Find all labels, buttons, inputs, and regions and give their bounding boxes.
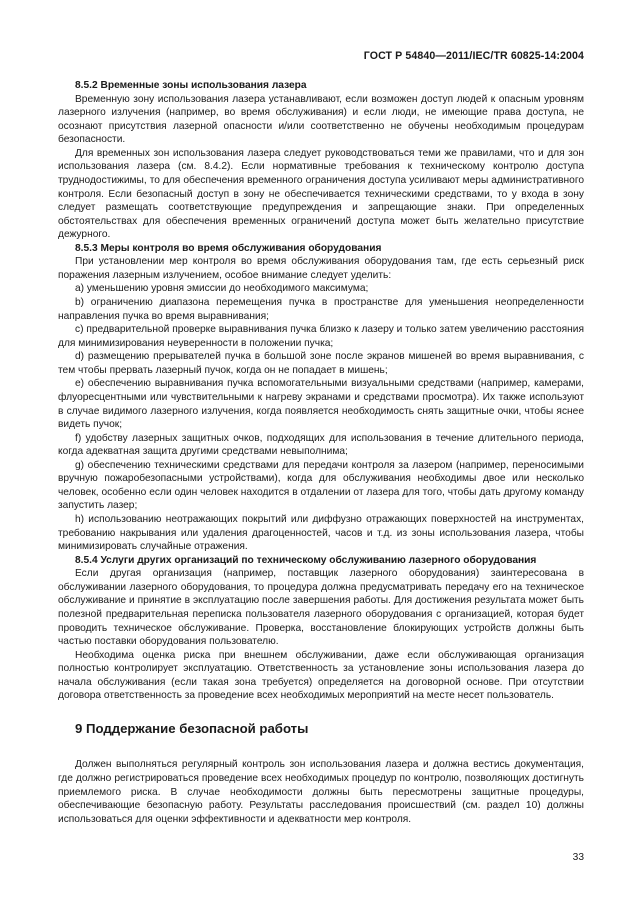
list-item-a: a) уменьшению уровня эмиссии до необходимого максимума; xyxy=(75,283,369,295)
list-item-e: e) обеспечению выравнивания пучка вспомогательными визуальными средствами (например, камерами, флуоресцентными или чувствительными к нагреву экранами и средствами просмотра). Их также используют в случае видимого лазерного излучения, когда появляется необходимость снять защитные очки, чтобы яснее видеть пучок; xyxy=(58,378,584,431)
page-number: 33 xyxy=(572,852,584,864)
standard-code: ГОСТ Р 54840—2011/IEC/TR 60825-14:2004 xyxy=(363,50,584,62)
list-item-g: g) обеспечению техническими средствами для передачи контроля за лазером (например, переносимыми вручную пожаробезопасными устройствами), когда для обслуживания необходимы двое или несколько человек, особенно если один человек находится в отдалении от лазера для того, чтобы дать другому команду запустить лазер; xyxy=(58,459,584,512)
list-item-c: c) предварительной проверке выравнивания пучка близко к лазеру и только затем увеличению расстояния для минимизирования неуверенности в положении пучка; xyxy=(58,324,584,349)
section-8-5-2-paragraph-1: Временную зону использования лазера устанавливают, если возможен доступ людей к опасным уровням лазерного излучения (например, во время обслуживания) и если люди, не имеющие права доступа, не осознают присутствия лазерной опасности и/или соответственно не обучены необходимым процедурам безопасности. xyxy=(58,93,584,146)
page-body xyxy=(58,79,584,826)
section-8-5-4-paragraph-1: Если другая организация (например, поставщик лазерного оборудования) заинтересована в обслуживании лазерного оборудования, то процедура должна предусматривать передачу его на техническое обслуживание и принятие в эксплуатацию после завершения работы. Для достижения результата может быть полезной предварительная переписка пользователя лазерного оборудования с организацией, которая будет проводить техническое обслуживание. Проверка, восстановление блокирующих устройств должны быть частью поставки оборудования пользователю. xyxy=(58,568,584,648)
section-8-5-3-heading: 8.5.3 Меры контроля во время обслуживания оборудования xyxy=(75,242,382,254)
list-item-b: b) ограничению диапазона перемещения пучка в пространстве для уменьшения неопределенности направления пучка во время выравнивания; xyxy=(58,297,584,322)
section-8-5-4-heading: 8.5.4 Услуги других организаций по техническому обслуживанию лазерного оборудования xyxy=(75,554,537,566)
list-item-f: f) удобству лазерных защитных очков, подходящих для использования в течение длительного периода, когда адекватная защита другими средствами невыполнима; xyxy=(58,432,584,458)
section-9-paragraph: Должен выполняться регулярный контроль зон использования лазера и должна вестись документация, где должно регистрироваться проведение всех необходимых процедур по контролю, позволяющих достигнуть приемлемого риска. В случае необходимости должны быть пересмотрены защитные процедуры, обеспечивающие безопасную работу. Результаты расследования происшествий (см. раздел 10) должны использоваться для оценки эффективности и адекватности мер контроля. xyxy=(58,759,584,825)
section-8-5-3-intro: При установлении мер контроля во время обслуживания оборудования там, где есть серьезный риск поражения лазерным излучением, особое внимание следует уделить: xyxy=(58,256,584,281)
section-8-5-2-paragraph-2: Для временных зон использования лазера следует руководствоваться теми же правилами, что и для зон использования лазера (см. 8.4.2). Если нормативные требования к техническому контролю доступа труднодостижимы, то для обеспечения временного ограничения доступа усиливают меры административного контроля. Если безопасный доступ в зону не обеспечивается техническими средствами, то у входа в зону следует размещать соответствующие предупреждения и запрещающие знаки. При определенных обстоятельствах для обеспечения временных ограничений доступа может быть желательно присутствие дежурного. xyxy=(58,147,584,241)
section-9-heading: 9 Поддержание безопасной работы xyxy=(75,720,309,736)
list-item-h: h) использованию неотражающих покрытий или диффузно отражающих поверхностей на инструментах, требованию накрывания или удаления драгоценностей, часов и т.д. из зоны использования лазера, чтобы минимизировать случайные отражения. xyxy=(58,514,584,553)
section-8-5-4-paragraph-2: Необходима оценка риска при внешнем обслуживании, даже если обслуживающая организация полностью контролирует эксплуатацию. Ответственность за установление зоны использования лазера до начала обслуживания (если такая зона требуется) определяется на договорной основе. При отсутствии договора ответственность за проведение всех необходимых мероприятий на месте несет пользователь. xyxy=(58,649,584,702)
section-8-5-2-heading: 8.5.2 Временные зоны использования лазера xyxy=(75,80,307,91)
list-item-d: d) размещению прерывателей пучка в большой зоне после экранов мишеней во время выравнивания, с тем чтобы прервать лазерный пучок, когда он не попадает в мишень; xyxy=(58,351,584,376)
